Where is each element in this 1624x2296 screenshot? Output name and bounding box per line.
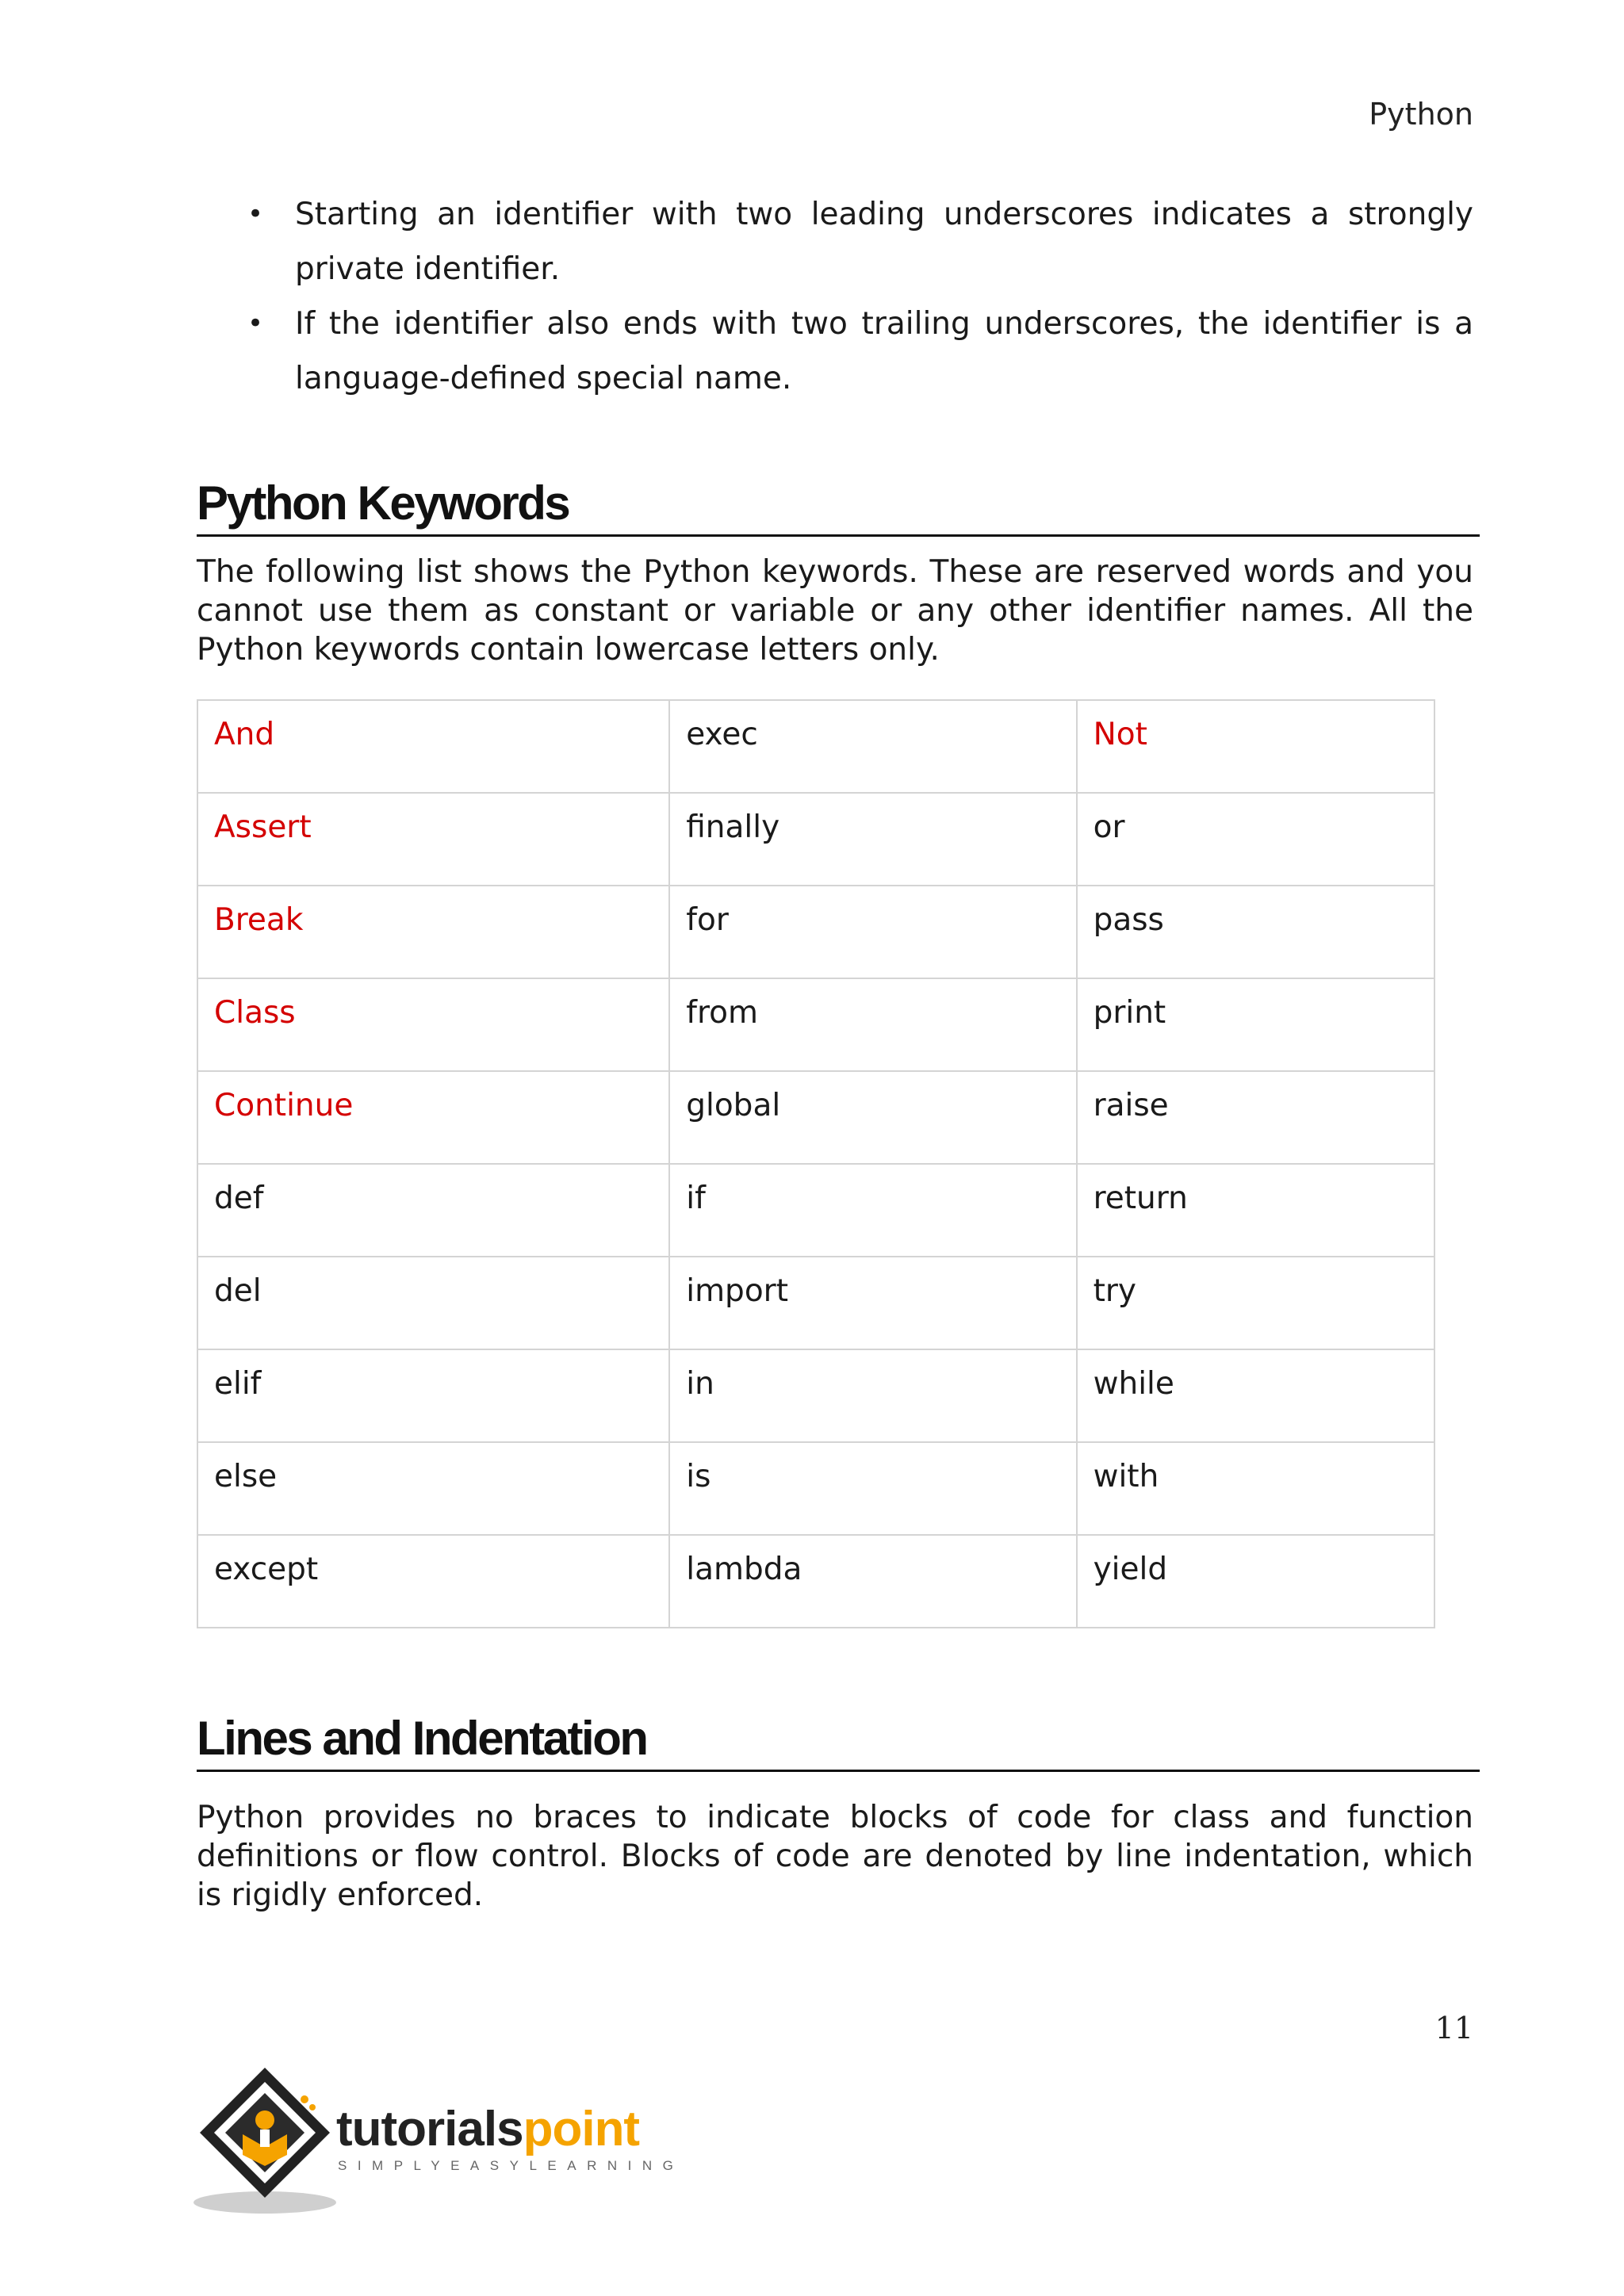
keyword-cell: print (1077, 978, 1434, 1071)
tutorialspoint-logo (193, 2061, 685, 2220)
table-row (197, 1349, 1434, 1442)
keyword-cell: del (197, 1257, 669, 1349)
keyword-cell: else (197, 1442, 669, 1535)
keywords-table (197, 699, 1435, 1628)
keyword-cell: from (669, 978, 1076, 1071)
keyword-cell: lambda (669, 1535, 1076, 1628)
keyword-cell: And (197, 700, 669, 793)
keyword-cell: def (197, 1164, 669, 1257)
keywords-intro: The following list shows the Python keywords. These are reserved words and you cannot use them as constant or variable or any other identifier names. All the Python keywords contain lowercase letters only. (197, 554, 1473, 668)
bullet-text: If the identifier also ends with two trailing underscores, the identifier is a language-defined special name. (295, 306, 1473, 396)
bullet-icon: • (247, 308, 264, 339)
page-number: 11 (1434, 2011, 1473, 2045)
keyword-cell: Break (197, 886, 669, 978)
keyword-cell: while (1077, 1349, 1434, 1442)
running-header: Python (1369, 97, 1473, 132)
keyword-cell: Class (197, 978, 669, 1071)
keyword-cell: finally (669, 793, 1076, 886)
keyword-cell: Not (1077, 700, 1434, 793)
keyword-cell: is (669, 1442, 1076, 1535)
table-row (197, 978, 1434, 1071)
keyword-cell: yield (1077, 1535, 1434, 1628)
keyword-cell: Continue (197, 1071, 669, 1164)
keyword-cell: except (197, 1535, 669, 1628)
keyword-cell: import (669, 1257, 1076, 1349)
table-row (197, 1071, 1434, 1164)
table-row (197, 1257, 1434, 1349)
keyword-cell: in (669, 1349, 1076, 1442)
section-title-indentation: Lines and Indentation (197, 1711, 1480, 1772)
keyword-cell: Assert (197, 793, 669, 886)
keyword-cell: with (1077, 1442, 1434, 1535)
table-row (197, 700, 1434, 793)
bullet-list (197, 187, 1473, 406)
table-row (197, 886, 1434, 978)
keyword-cell: raise (1077, 1071, 1434, 1164)
keyword-cell: return (1077, 1164, 1434, 1257)
keyword-cell: elif (197, 1349, 669, 1442)
logo-tagline: SIMPLYEASYLEARNING (338, 2158, 684, 2173)
table-row (197, 793, 1434, 886)
keyword-cell: exec (669, 700, 1076, 793)
table-row (197, 1535, 1434, 1628)
table-row (197, 1164, 1434, 1257)
logo-diamond-icon (193, 2061, 336, 2220)
table-row (197, 1442, 1434, 1535)
bullet-icon: • (247, 198, 264, 230)
keyword-cell: if (669, 1164, 1076, 1257)
keyword-cell: pass (1077, 886, 1434, 978)
keyword-cell: or (1077, 793, 1434, 886)
bullet-text: Starting an identifier with two leading underscores indicates a strongly private identifier. (295, 197, 1473, 287)
logo-wordmark: tutorialspoint (336, 2102, 640, 2156)
keyword-cell: for (669, 886, 1076, 978)
keyword-cell: global (669, 1071, 1076, 1164)
indentation-body: Python provides no braces to indicate blocks of code for class and function definitions or flow control. Blocks of code are denoted by line indentation, which is rigidly enforced. (197, 1800, 1473, 1913)
list-item (197, 187, 1473, 297)
section-title-keywords: Python Keywords (197, 476, 1480, 537)
keyword-cell: try (1077, 1257, 1434, 1349)
list-item (197, 297, 1473, 406)
